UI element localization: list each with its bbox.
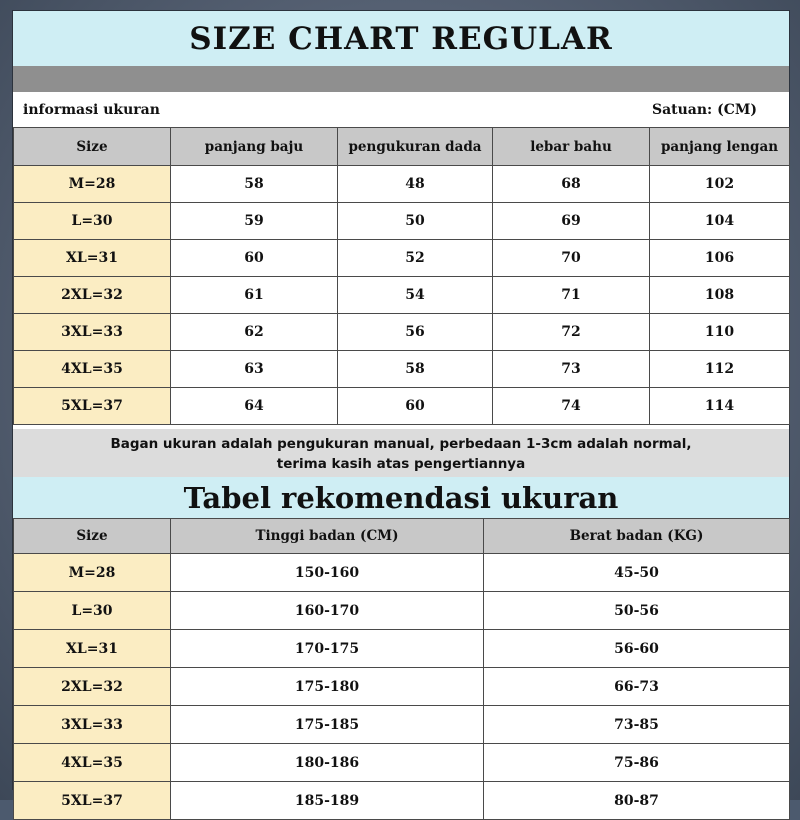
header-cell: panjang baju: [171, 128, 338, 166]
info-label: informasi ukuran: [23, 102, 160, 118]
value-cell: 73: [493, 351, 650, 388]
size-cell: XL=31: [14, 630, 171, 668]
header-cell: Size: [14, 519, 171, 554]
value-cell: 64: [171, 388, 338, 425]
table-row: [14, 554, 790, 592]
size-measurement-table: [13, 127, 790, 425]
value-cell: 62: [171, 314, 338, 351]
size-cell: 3XL=33: [14, 706, 171, 744]
size-cell: 2XL=32: [14, 668, 171, 706]
value-cell: 70: [493, 240, 650, 277]
value-cell: 73-85: [484, 706, 790, 744]
header-cell: lebar bahu: [493, 128, 650, 166]
table-row: [14, 782, 790, 820]
table-header-row: [14, 128, 790, 166]
value-cell: 150-160: [171, 554, 484, 592]
unit-label: Satuan: (CM): [651, 102, 757, 118]
size-recommendation-table: [13, 518, 790, 820]
value-cell: 56: [338, 314, 493, 351]
value-cell: 108: [650, 277, 790, 314]
table-header-row: [14, 519, 790, 554]
value-cell: 61: [171, 277, 338, 314]
table-row: [14, 388, 790, 425]
value-cell: 58: [338, 351, 493, 388]
size-cell: 5XL=37: [14, 388, 171, 425]
value-cell: 71: [493, 277, 650, 314]
value-cell: 102: [650, 166, 790, 203]
size-cell: 5XL=37: [14, 782, 171, 820]
note-line: Bagan ukuran adalah pengukuran manual, perbedaan 1-3cm adalah normal,: [110, 436, 692, 452]
value-cell: 72: [493, 314, 650, 351]
value-cell: 68: [493, 166, 650, 203]
size-cell: M=28: [14, 166, 171, 203]
size-cell: L=30: [14, 203, 171, 240]
section-title: Tabel rekomendasi ukuran: [13, 477, 789, 518]
size-cell: M=28: [14, 554, 171, 592]
value-cell: 74: [493, 388, 650, 425]
value-cell: 60: [171, 240, 338, 277]
table-row: [14, 630, 790, 668]
value-cell: 80-87: [484, 782, 790, 820]
value-cell: 50: [338, 203, 493, 240]
value-cell: 48: [338, 166, 493, 203]
value-cell: 114: [650, 388, 790, 425]
value-cell: 58: [171, 166, 338, 203]
table-row: [14, 744, 790, 782]
value-cell: 66-73: [484, 668, 790, 706]
size-cell: 2XL=32: [14, 277, 171, 314]
table-row: [14, 314, 790, 351]
value-cell: 160-170: [171, 592, 484, 630]
value-cell: 185-189: [171, 782, 484, 820]
size-chart-sheet: [12, 10, 790, 809]
value-cell: 175-180: [171, 668, 484, 706]
info-row: [13, 92, 789, 127]
value-cell: 180-186: [171, 744, 484, 782]
header-cell: Berat badan (KG): [484, 519, 790, 554]
value-cell: 104: [650, 203, 790, 240]
value-cell: 59: [171, 203, 338, 240]
value-cell: 63: [171, 351, 338, 388]
table-row: [14, 351, 790, 388]
value-cell: 175-185: [171, 706, 484, 744]
size-cell: 4XL=35: [14, 351, 171, 388]
value-cell: 52: [338, 240, 493, 277]
value-cell: 170-175: [171, 630, 484, 668]
header-cell: Tinggi badan (CM): [171, 519, 484, 554]
size-cell: XL=31: [14, 240, 171, 277]
value-cell: 110: [650, 314, 790, 351]
table-row: [14, 277, 790, 314]
value-cell: 112: [650, 351, 790, 388]
table-row: [14, 668, 790, 706]
divider-strip: [13, 66, 789, 92]
size-cell: 3XL=33: [14, 314, 171, 351]
value-cell: 75-86: [484, 744, 790, 782]
table-row: [14, 706, 790, 744]
table-row: [14, 240, 790, 277]
value-cell: 60: [338, 388, 493, 425]
value-cell: 45-50: [484, 554, 790, 592]
value-cell: 106: [650, 240, 790, 277]
size-cell: L=30: [14, 592, 171, 630]
header-cell: panjang lengan: [650, 128, 790, 166]
value-cell: 50-56: [484, 592, 790, 630]
table-row: [14, 203, 790, 240]
value-cell: 69: [493, 203, 650, 240]
note-text: [13, 429, 789, 477]
table-row: [14, 592, 790, 630]
size-cell: 4XL=35: [14, 744, 171, 782]
value-cell: 56-60: [484, 630, 790, 668]
header-cell: pengukuran dada: [338, 128, 493, 166]
page-title: SIZE CHART REGULAR: [13, 11, 789, 66]
table-row: [14, 166, 790, 203]
value-cell: 54: [338, 277, 493, 314]
note-line: terima kasih atas pengertiannya: [276, 456, 526, 472]
header-cell: Size: [14, 128, 171, 166]
